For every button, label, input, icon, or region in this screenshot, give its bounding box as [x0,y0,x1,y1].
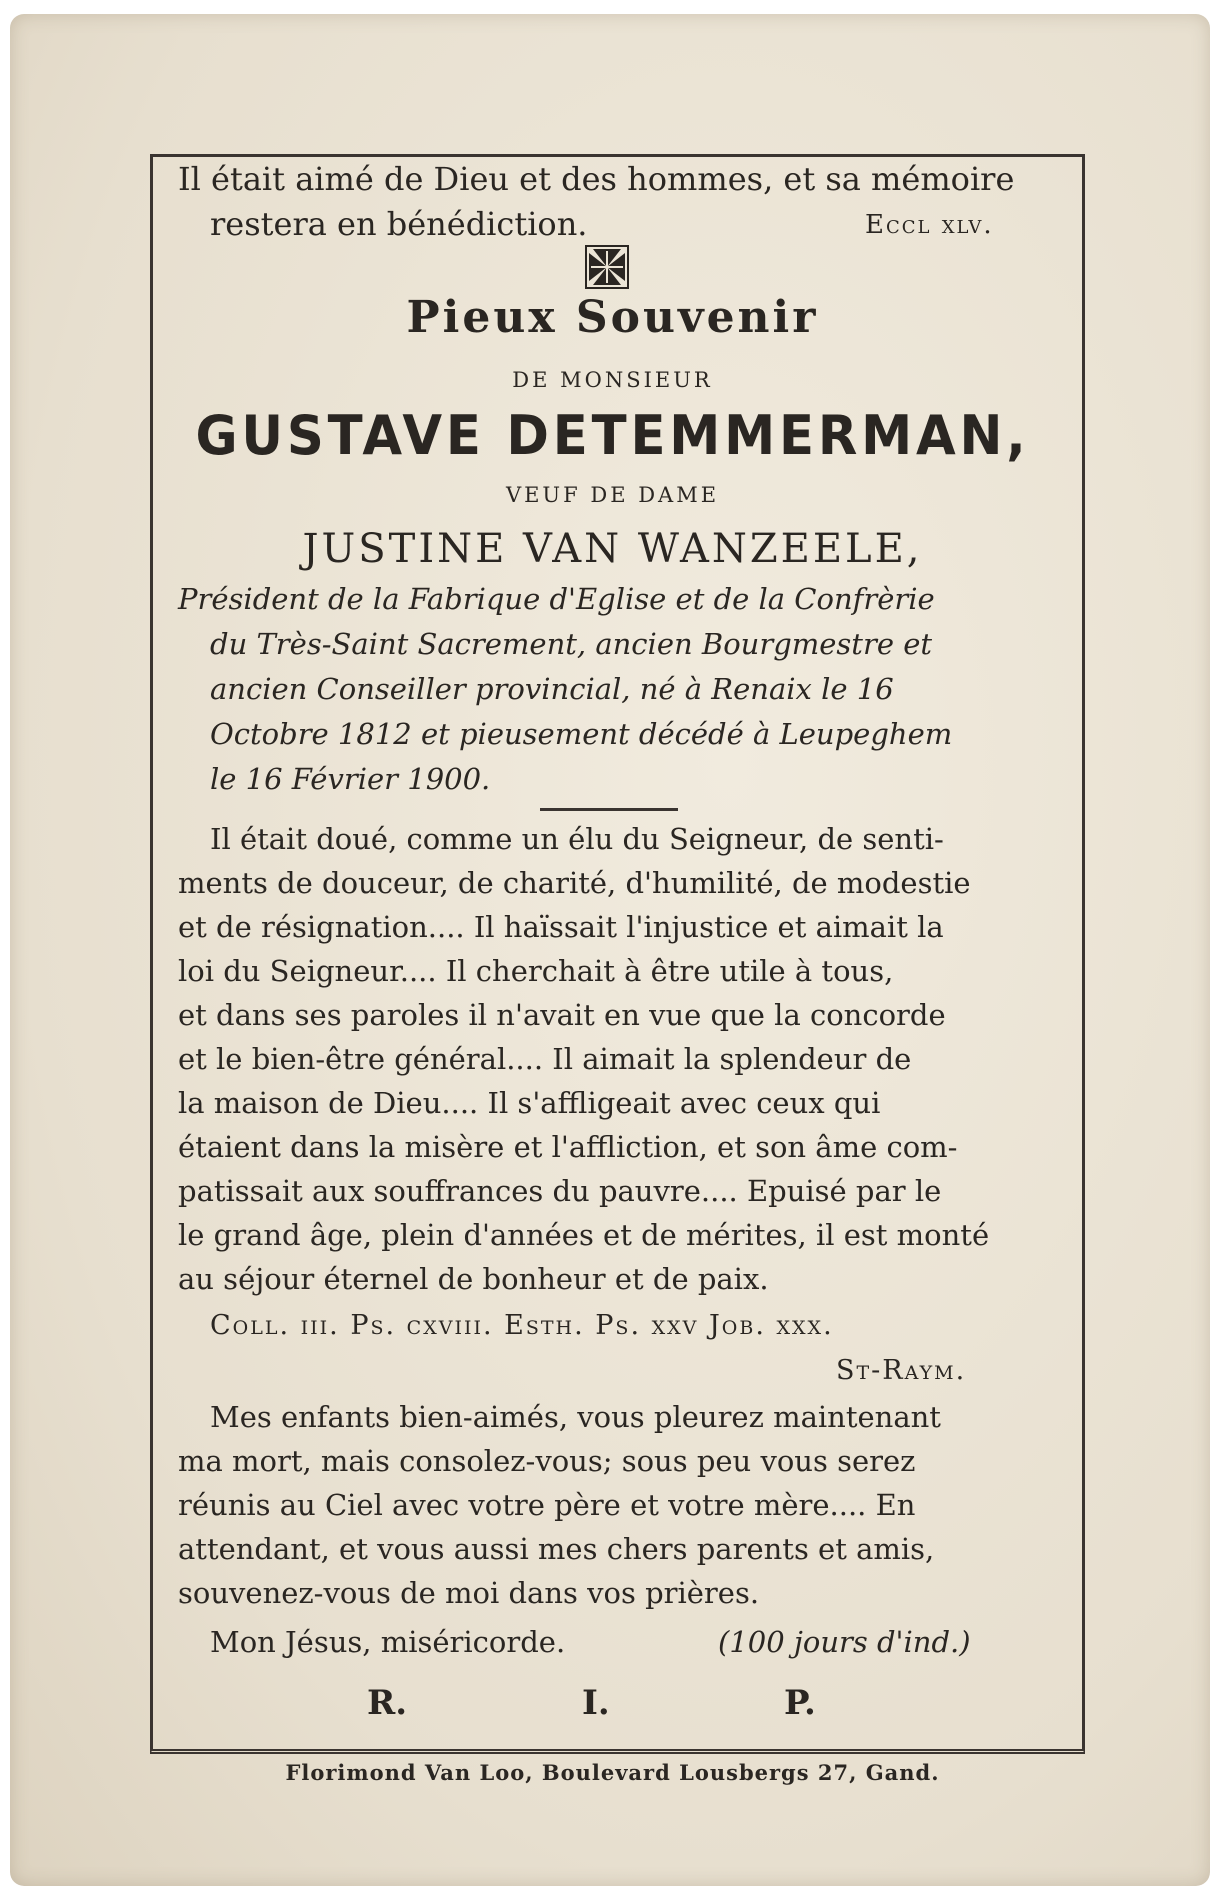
farewell-line: réunis au Ciel avec votre père et votre mère.... En [178,1488,916,1522]
de-monsieur-label: DE MONSIEUR [512,368,713,392]
veuf-de-dame-label: VEUF DE DAME [505,483,720,507]
printer-imprint: Florimond Van Loo, Boulevard Lousbergs 27, Gand. [285,1760,940,1785]
titles-line: ancien Conseiller provincial, né à Renaix le 16 [210,672,894,706]
epigraph-line-1: Il était aimé de Dieu et des hommes, et sa mémoire [178,160,1015,198]
epigraph-reference: Eccl xlv. [865,210,994,240]
scripture-references: Coll. iii. Ps. cxviii. Esth. Ps. xxv Job. xxx. [210,1310,834,1341]
separator-rule [540,808,678,811]
indulgence-note: (100 jours d'ind.) [718,1625,971,1659]
farewell-line: Mes enfants bien-aimés, vous pleurez maintenant [210,1400,941,1434]
farewell-line: ma mort, mais consolez-vous; sous peu vous serez [178,1444,916,1478]
titles-line: le 16 Février 1900. [210,762,491,796]
titles-line: du Très-Saint Sacrement, ancien Bourgmestre et [210,627,933,661]
card-title: Pieux Souvenir [406,292,819,343]
epigraph-line-2: restera en bénédiction. [210,205,588,243]
body-line: loi du Seigneur.... Il cherchait à être utile à tous, [178,954,894,988]
body-line: le grand âge, plein d'années et de mérites, il est monté [178,1218,990,1252]
body-line: ments de douceur, de charité, d'humilité, de modestie [178,866,971,900]
farewell-line: attendant, et vous aussi mes chers parents et amis, [178,1532,935,1566]
wife-name: JUSTINE VAN WANZEELE, [302,526,923,572]
prayer-text: Mon Jésus, miséricorde. [210,1625,566,1659]
body-line: et le bien-être général.... Il aimait la splendeur de [178,1042,912,1076]
body-line: étaient dans la misère et l'affliction, et son âme com- [178,1130,958,1164]
deceased-name: GUSTAVE DETEMMERMAN, [195,404,1030,467]
farewell-line: souvenez-vous de moi dans vos prières. [178,1576,760,1610]
body-line: et de résignation.... Il haïssait l'injustice et aimait la [178,910,944,944]
body-line: Il était doué, comme un élu du Seigneur, de senti- [210,822,944,856]
body-line: patissait aux souffrances du pauvre.... Epuisé par le [178,1174,942,1208]
maltese-cross-icon [585,245,629,289]
titles-line: Octobre 1812 et pieusement décédé à Leupeghem [210,717,953,751]
body-line: la maison de Dieu.... Il s'affligeait avec ceux qui [178,1086,881,1120]
rip-letter-r: R. [367,1683,408,1723]
body-line: et dans ses paroles il n'avait en vue que la concorde [178,998,946,1032]
rip-letter-p: P. [784,1683,816,1723]
titles-line: Président de la Fabrique d'Eglise et de la Confrèrie [178,582,935,616]
rip-letter-i: I. [582,1683,610,1723]
scripture-reference-2: St-Raym. [836,1355,967,1386]
body-line: au séjour éternel de bonheur et de paix. [178,1262,769,1296]
